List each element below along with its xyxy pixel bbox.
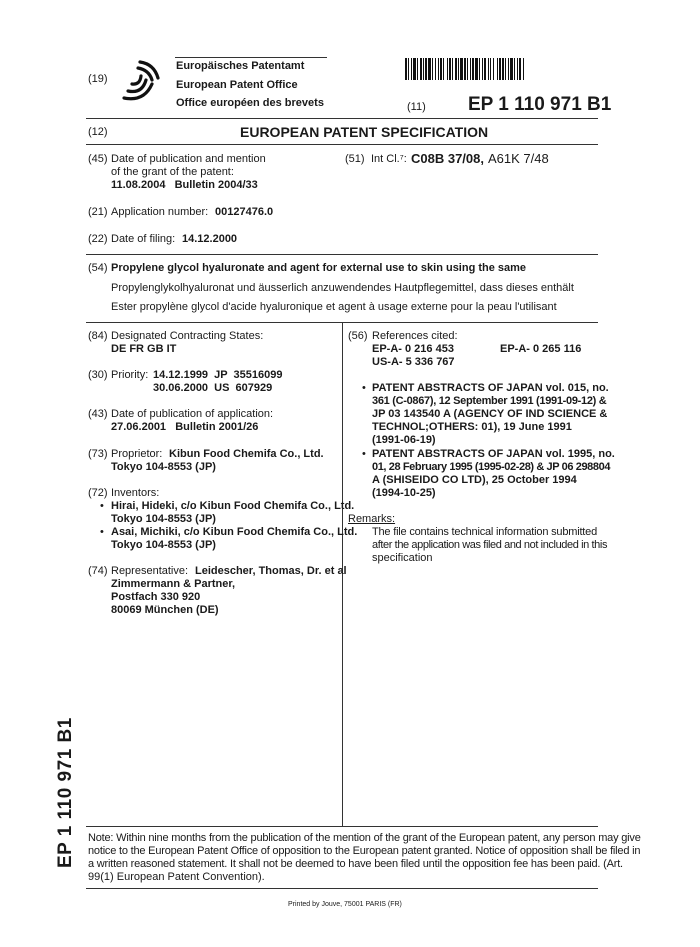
code-19: (19) <box>88 73 108 85</box>
representative-city: 80069 München (DE) <box>111 604 219 616</box>
publication-number: EP 1 110 971 B1 <box>468 94 612 115</box>
representative-name: Leidescher, Thomas, Dr. et al <box>195 565 347 577</box>
title-english: Propylene glycol hyaluronate and agent for external use to skin using the same <box>111 262 527 274</box>
office-name-fr: Office européen des brevets <box>176 97 324 109</box>
reference-3: US-A- 5 336 767 <box>372 356 455 368</box>
inventor-1-address: Tokyo 104-8553 (JP) <box>111 513 216 525</box>
inventor-2-address: Tokyo 104-8553 (JP) <box>111 539 216 551</box>
code-84: (84) <box>88 330 108 342</box>
abstract-1-line-3: JP 03 143540 A (AGENCY OF IND SCIENCE & <box>372 408 608 420</box>
code-54: (54) <box>88 262 108 274</box>
priority-line-1: 14.12.1999 JP 35516099 <box>153 369 283 381</box>
code-45: (45) <box>88 153 108 165</box>
reference-1: EP-A- 0 216 453 <box>372 343 454 355</box>
printer-credit: Printed by Jouve, 75001 PARIS (FR) <box>288 901 402 908</box>
priority-label: Priority: <box>111 369 149 381</box>
grant-date-label-2: of the grant of the patent: <box>111 166 234 178</box>
epo-logo-icon <box>118 58 164 106</box>
note-line-4: 99(1) European Patent Convention). <box>88 871 265 883</box>
int-cl-secondary: A61K 7/48 <box>488 151 549 166</box>
grant-date-label-1: Date of publication and mention <box>111 153 266 165</box>
document-type: EUROPEAN PATENT SPECIFICATION <box>240 124 489 140</box>
reference-2: EP-A- 0 265 116 <box>500 343 582 355</box>
divider-footer <box>86 826 598 827</box>
grant-date-value: 11.08.2004 Bulletin 2004/33 <box>111 179 258 191</box>
proprietor-address: Tokyo 104-8553 (JP) <box>111 461 216 473</box>
representative-firm: Zimmermann & Partner, <box>111 578 236 590</box>
code-11: (11) <box>407 101 426 113</box>
references-label: References cited: <box>372 330 458 342</box>
title-german: Propylenglykolhyaluronat und äusserlich anzuwendendes Hautpflegemittel, dass dieses enthält <box>111 282 574 294</box>
application-publication-value: 27.06.2001 Bulletin 2001/26 <box>111 421 259 433</box>
divider-3 <box>86 254 598 255</box>
representative-postbox: Postfach 330 920 <box>111 591 201 603</box>
divider-bottom <box>86 888 598 889</box>
code-30: (30) <box>88 369 108 381</box>
inventors-label: Inventors: <box>111 487 160 499</box>
abstract-1-line-4: TECHNOL;OTHERS: 01), 19 June 1991 <box>372 421 572 433</box>
remarks-label: Remarks: <box>348 513 396 525</box>
abstract-2-line-1: PATENT ABSTRACTS OF JAPAN vol. 1995, no. <box>372 448 615 460</box>
application-number-value: 00127476.0 <box>215 206 274 218</box>
side-publication-number: EP 1 110 971 B1 <box>55 717 76 868</box>
title-french: Ester propylène glycol d'acide hyaluronique et agent à usage externe pour la peau l'utilisant <box>111 301 557 313</box>
office-name-de: Europäisches Patentamt <box>176 60 305 72</box>
bullet-icon: • <box>362 382 366 394</box>
int-cl-main: C08B 37/08, <box>411 151 484 166</box>
application-publication-label: Date of publication of application: <box>111 408 274 420</box>
remarks-line-1: The file contains technical information submitted <box>372 526 597 538</box>
code-56: (56) <box>348 330 368 342</box>
priority-line-2: 30.06.2000 US 607929 <box>153 382 273 394</box>
code-43: (43) <box>88 408 108 420</box>
abstract-2-line-2: 01, 28 February 1995 (1995-02-28) & JP 06 298804 <box>372 461 611 473</box>
bullet-icon: • <box>100 526 104 538</box>
abstract-1-line-5: (1991-06-19) <box>372 434 436 446</box>
inventor-2-name: Asai, Michiki, c/o Kibun Food Chemifa Co., Ltd. <box>111 526 358 538</box>
bullet-icon: • <box>100 500 104 512</box>
divider-top <box>86 118 598 119</box>
proprietor-label: Proprietor: <box>111 448 163 460</box>
inventor-1-name: Hirai, Hideki, c/o Kibun Food Chemifa Co., Ltd. <box>111 500 355 512</box>
abstract-1-line-1: PATENT ABSTRACTS OF JAPAN vol. 015, no. <box>372 382 609 394</box>
abstract-1-line-2: 361 (C-0867), 12 September 1991 (1991-09-12) & <box>372 395 607 407</box>
abstract-2-line-4: (1994-10-25) <box>372 487 436 499</box>
code-72: (72) <box>88 487 108 499</box>
remarks-line-3: specification <box>372 552 433 564</box>
note-line-3: a written reasoned statement. It shall not be deemed to have been filed until the opposition fee has been paid. (Art. <box>88 858 623 870</box>
filing-date-value: 14.12.2000 <box>182 233 238 245</box>
code-73: (73) <box>88 448 108 460</box>
abstract-2-line-3: A (SHISEIDO CO LTD), 25 October 1994 <box>372 474 577 486</box>
note-line-2: notice to the European Patent Office of opposition to the European patent granted. Notice of opposition shall be filed in <box>88 845 641 857</box>
office-name-en: European Patent Office <box>176 79 298 91</box>
designated-states-value: DE FR GB IT <box>111 343 177 355</box>
proprietor-name: Kibun Food Chemifa Co., Ltd. <box>169 448 324 460</box>
code-21: (21) <box>88 206 108 218</box>
representative-label: Representative: <box>111 565 189 577</box>
divider-2 <box>86 144 598 145</box>
filing-date-label: Date of filing: <box>111 233 176 245</box>
header-rule <box>175 57 327 58</box>
code-22: (22) <box>88 233 108 245</box>
code-51: (51) <box>345 153 365 165</box>
remarks-line-2: after the application was filed and not included in this <box>372 539 608 551</box>
bullet-icon: • <box>362 448 366 460</box>
code-74: (74) <box>88 565 108 577</box>
barcode-icon <box>405 58 598 80</box>
application-number-label: Application number: <box>111 206 209 218</box>
note-line-1: Note: Within nine months from the publication of the mention of the grant of the European patent, any person may give <box>88 832 641 844</box>
designated-states-label: Designated Contracting States: <box>111 330 264 342</box>
code-12: (12) <box>88 126 108 138</box>
int-cl-label: Int Cl.⁷: <box>371 153 407 165</box>
